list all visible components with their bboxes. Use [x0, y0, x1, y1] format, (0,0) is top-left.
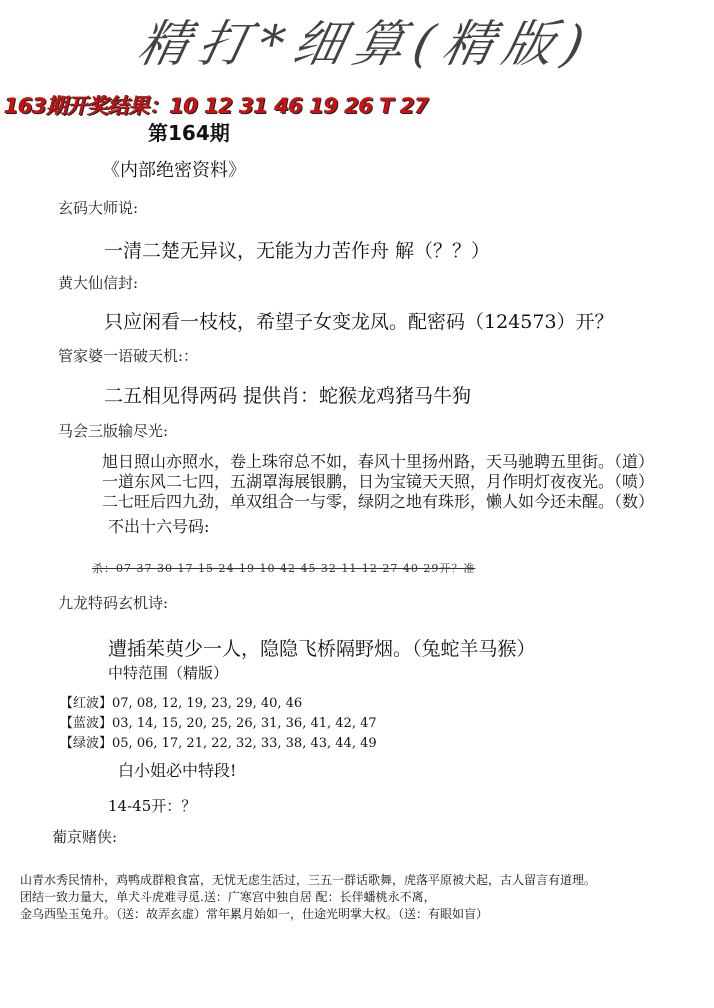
wave-tag: 【红波】: [60, 696, 113, 711]
nine-dragon-label: 九龙特码玄机诗:: [58, 594, 169, 612]
kill-numbers: 杀：07 37 30 17 15 24 19 10 42 45 32 11 12 27 40 29开？准: [92, 562, 476, 575]
no-sixteen-label: 不出十六号码:: [108, 517, 210, 536]
immortal-text: 只应闲看一枝枝，希望子女变龙凤。配密码（124573）开？: [104, 311, 614, 333]
housekeeper-label: 管家婆一语破天机:：: [58, 347, 199, 365]
wave-numbers: 03, 14, 15, 20, 25, 26, 31, 36, 41, 42, 47: [112, 716, 377, 731]
immortal-label: 黄大仙信封:: [58, 274, 139, 292]
wave-red: [60, 692, 302, 711]
previous-result: 163期开奖结果：10 12 31 46 19 26 T 27: [4, 94, 429, 118]
poem-line: 旭日照山亦照水，卷上珠帘总不如，春风十里扬州路，天马驰聘五里街。（道）: [102, 452, 655, 471]
horse-label: 马会三版输尽光:: [58, 422, 169, 440]
footer-line: 金乌西坠玉兔升。（送：故弄玄虚）常年累月始如一，仕途光明掌大权。（送：有眼如盲）: [20, 907, 489, 921]
footer-line: 团结一致力量大，单犬斗虎难寻觅.送：广寒宫中独自居 配：长伴蟠桃永不离，: [20, 890, 436, 904]
wave-numbers: 07, 08, 12, 19, 23, 29, 40, 46: [112, 696, 303, 711]
internal-title: 《内部绝密资料》: [102, 160, 246, 181]
poem-line: 一道东风二七四，五湖罩海展银鹏，日为宝镜天天照，月作明灯夜夜光。（喷）: [102, 472, 655, 491]
nine-dragon-text: 遭插茱萸少一人，隐隐飞桥隔野烟。（兔蛇羊马猴）: [108, 638, 536, 660]
handwritten-title: 精打*细算(精版): [132, 15, 600, 73]
issue-number: 第164期: [148, 121, 230, 145]
master-text: 一清二楚无异议，无能为力苦作舟 解（？？）: [104, 240, 491, 262]
wave-tag: 【蓝波】: [60, 716, 113, 731]
poem-block: [102, 452, 654, 512]
footer-poem: [20, 872, 596, 923]
poem-line: 二七旺后四九劲，单双组合一与零，绿阴之地有珠形，懒人如今还未醒。（数）: [102, 492, 655, 511]
wave-blue: [60, 712, 377, 731]
range-label: 中特范围（精版）: [108, 664, 229, 682]
range-open: 14-45开：？: [108, 797, 197, 815]
wave-tag: 【绿波】: [60, 736, 113, 751]
macau-label: 葡京赌侠:: [52, 828, 118, 846]
footer-line: 山青水秀民情朴，鸡鸭成群粮食富，无忧无虑生活过，三五一群话歌舞，虎落平原被犬起，古人留言有道理。: [20, 873, 597, 887]
wave-numbers: 05, 06, 17, 21, 22, 32, 33, 38, 43, 44, 49: [112, 736, 377, 751]
wave-green: [60, 732, 377, 751]
master-label: 玄码大师说:: [58, 199, 139, 217]
bai-xiaojie-line: 白小姐必中特段!: [118, 761, 237, 780]
housekeeper-text: 二五相见得两码 提供肖：蛇猴龙鸡猪马牛狗: [104, 385, 472, 407]
